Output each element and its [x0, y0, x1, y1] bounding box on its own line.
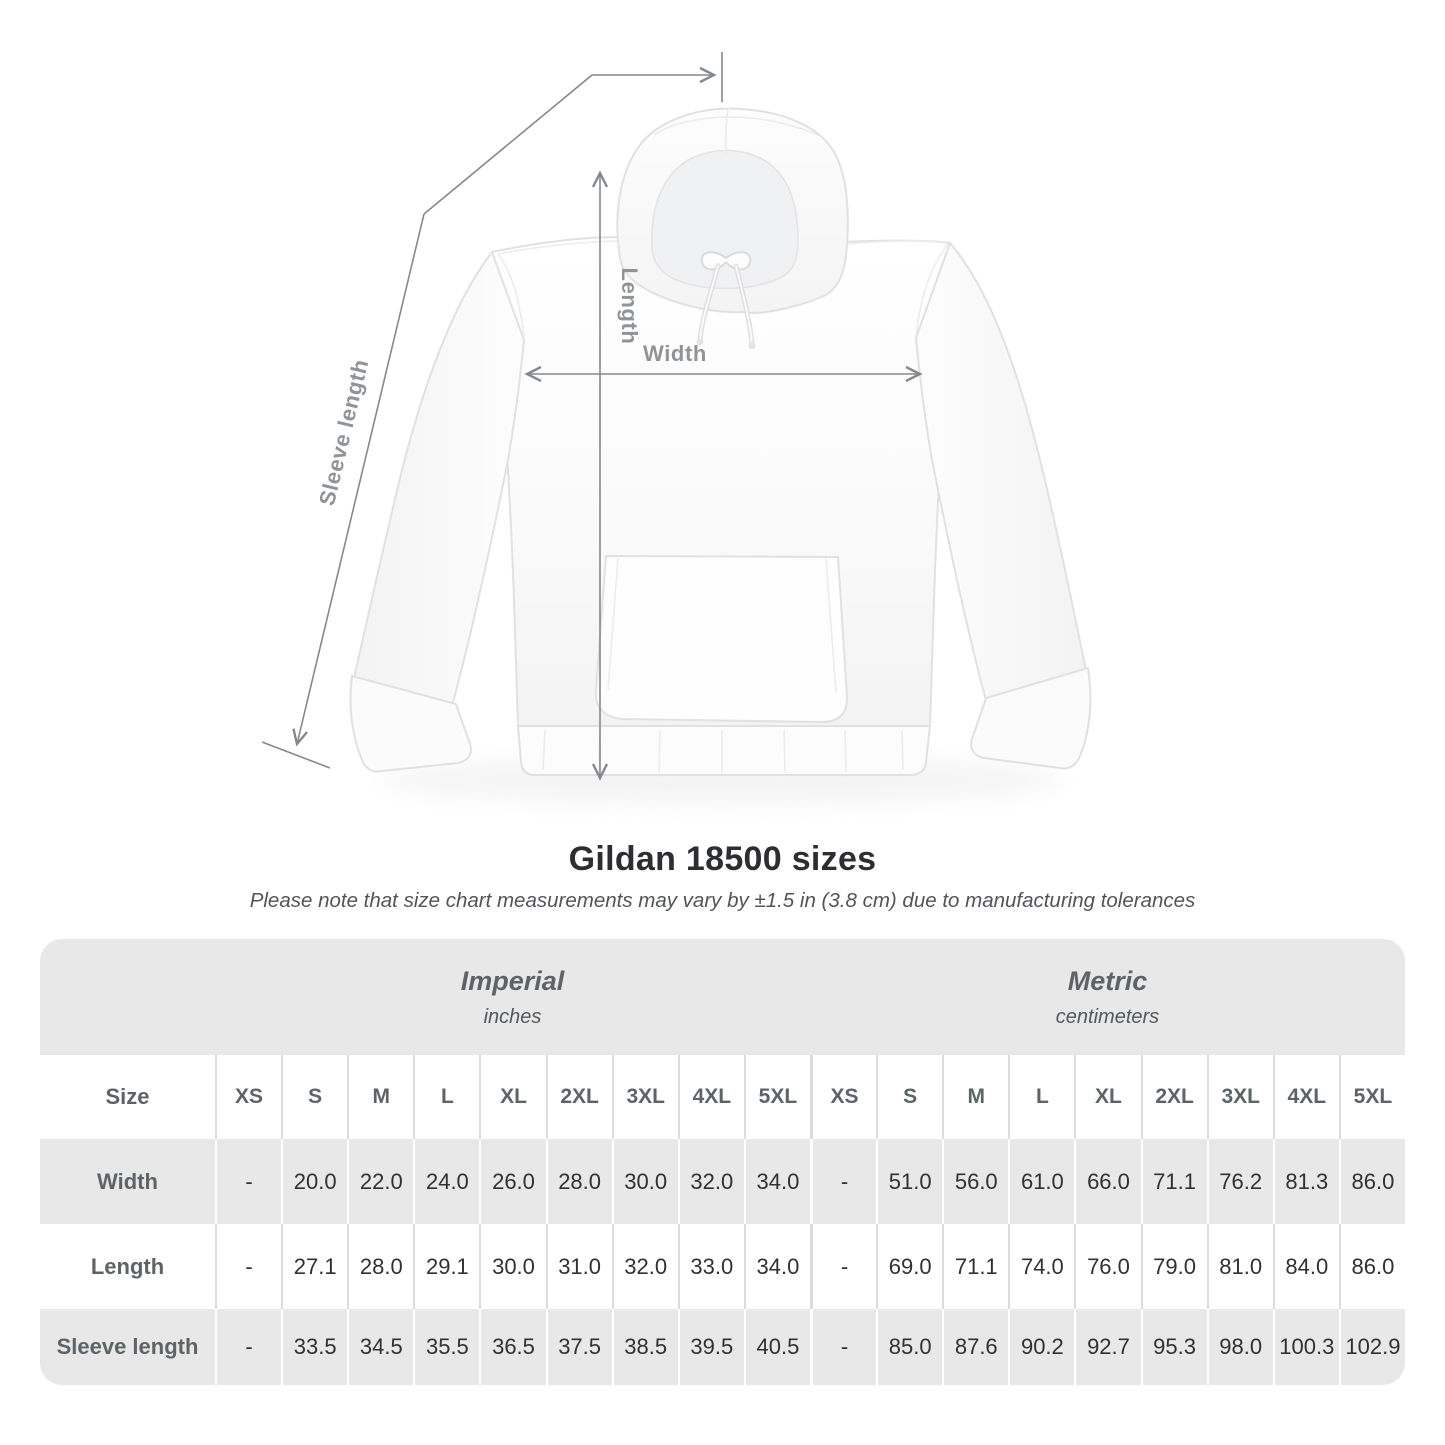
- imperial-unit: inches: [483, 1005, 542, 1028]
- cell: -: [215, 1309, 281, 1385]
- cell: 95.3: [1141, 1309, 1207, 1385]
- cell: -: [810, 1139, 876, 1224]
- size-col-header: L: [1008, 1055, 1074, 1139]
- cell: 29.1: [413, 1224, 479, 1309]
- size-col-header: 2XL: [546, 1055, 612, 1139]
- sleeve-length-label: Sleeve length: [314, 356, 374, 508]
- cell: 34.5: [347, 1309, 413, 1385]
- cell: 102.9: [1339, 1309, 1405, 1385]
- cell: 81.0: [1207, 1224, 1273, 1309]
- length-label: Length: [617, 267, 642, 345]
- cell: 85.0: [876, 1309, 942, 1385]
- size-col-header: XL: [479, 1055, 545, 1139]
- sleeve-length-row: [40, 1309, 1405, 1385]
- cell: -: [810, 1224, 876, 1309]
- metric-unit: centimeters: [1055, 1005, 1160, 1028]
- cell: 90.2: [1008, 1309, 1074, 1385]
- imperial-title: Imperial: [460, 965, 565, 996]
- length-row: [40, 1224, 1405, 1309]
- metric-header-cell: [810, 939, 1405, 1055]
- cell: 69.0: [876, 1224, 942, 1309]
- row-label: Width: [97, 1168, 158, 1194]
- cell: 24.0: [413, 1139, 479, 1224]
- unit-spacer: [40, 939, 215, 1055]
- cell: 87.6: [942, 1309, 1008, 1385]
- row-label: Length: [90, 1253, 165, 1279]
- cell: 76.2: [1207, 1139, 1273, 1224]
- row-label: Sleeve length: [56, 1334, 199, 1359]
- cell: 81.3: [1273, 1139, 1339, 1224]
- size-col-header: 2XL: [1141, 1055, 1207, 1139]
- page-title: Gildan 18500 sizes: [568, 840, 877, 878]
- cell: 33.0: [678, 1224, 744, 1309]
- size-col-header: L: [413, 1055, 479, 1139]
- cell: 51.0: [876, 1139, 942, 1224]
- cell: 71.1: [942, 1224, 1008, 1309]
- cell: 34.0: [744, 1139, 810, 1224]
- cell: -: [215, 1139, 281, 1224]
- cell: 28.0: [347, 1224, 413, 1309]
- cell: 79.0: [1141, 1224, 1207, 1309]
- cell: 32.0: [678, 1139, 744, 1224]
- size-col-header: S: [876, 1055, 942, 1139]
- size-col-header: XL: [1074, 1055, 1140, 1139]
- unit-header-row: [40, 939, 1405, 1055]
- cell: 28.0: [546, 1139, 612, 1224]
- imperial-header-cell: [215, 939, 810, 1055]
- size-table: [40, 939, 1405, 1385]
- cell: 27.1: [281, 1224, 347, 1309]
- cell: 100.3: [1273, 1309, 1339, 1385]
- cell: 31.0: [546, 1224, 612, 1309]
- cell: 39.5: [678, 1309, 744, 1385]
- size-col-header: 4XL: [678, 1055, 744, 1139]
- cell: 56.0: [942, 1139, 1008, 1224]
- cell: 30.0: [612, 1139, 678, 1224]
- cell: 38.5: [612, 1309, 678, 1385]
- cell: 37.5: [546, 1309, 612, 1385]
- cell: 66.0: [1074, 1139, 1140, 1224]
- size-table-container: [40, 939, 1405, 1385]
- size-col-header: 3XL: [612, 1055, 678, 1139]
- size-col-header: XS: [810, 1055, 876, 1139]
- cell: 84.0: [1273, 1224, 1339, 1309]
- cell: 35.5: [413, 1309, 479, 1385]
- cell: 32.0: [612, 1224, 678, 1309]
- size-col-header: 5XL: [1339, 1055, 1405, 1139]
- hoodie-body: [350, 237, 1090, 775]
- size-col-header: 5XL: [744, 1055, 810, 1139]
- metric-title: Metric: [1067, 965, 1148, 996]
- size-col-header: 3XL: [1207, 1055, 1273, 1139]
- cell: 30.0: [479, 1224, 545, 1309]
- cell: -: [215, 1224, 281, 1309]
- size-col-header: 4XL: [1273, 1055, 1339, 1139]
- cell: -: [810, 1309, 876, 1385]
- cell: 26.0: [479, 1139, 545, 1224]
- cell: 61.0: [1008, 1139, 1074, 1224]
- size-col-header: XS: [215, 1055, 281, 1139]
- cell: 20.0: [281, 1139, 347, 1224]
- cell: 71.1: [1141, 1139, 1207, 1224]
- cell: 36.5: [479, 1309, 545, 1385]
- cell: 98.0: [1207, 1309, 1273, 1385]
- size-col-header: M: [942, 1055, 1008, 1139]
- cell: 76.0: [1074, 1224, 1140, 1309]
- size-header-row: [40, 1055, 1405, 1139]
- cell: 40.5: [744, 1309, 810, 1385]
- width-label: Width: [643, 341, 707, 366]
- size-header-label: Size: [105, 1084, 150, 1109]
- cell: 86.0: [1339, 1139, 1405, 1224]
- cell: 33.5: [281, 1309, 347, 1385]
- size-col-header: S: [281, 1055, 347, 1139]
- cell: 22.0: [347, 1139, 413, 1224]
- cell: 86.0: [1339, 1224, 1405, 1309]
- width-row: [40, 1139, 1405, 1224]
- cell: 74.0: [1008, 1224, 1074, 1309]
- tolerance-note: Please note that size chart measurements may vary by ±1.5 in (3.8 cm) due to manufacturing tolerances: [249, 889, 1196, 912]
- cell: 34.0: [744, 1224, 810, 1309]
- cell: 92.7: [1074, 1309, 1140, 1385]
- size-col-header: M: [347, 1055, 413, 1139]
